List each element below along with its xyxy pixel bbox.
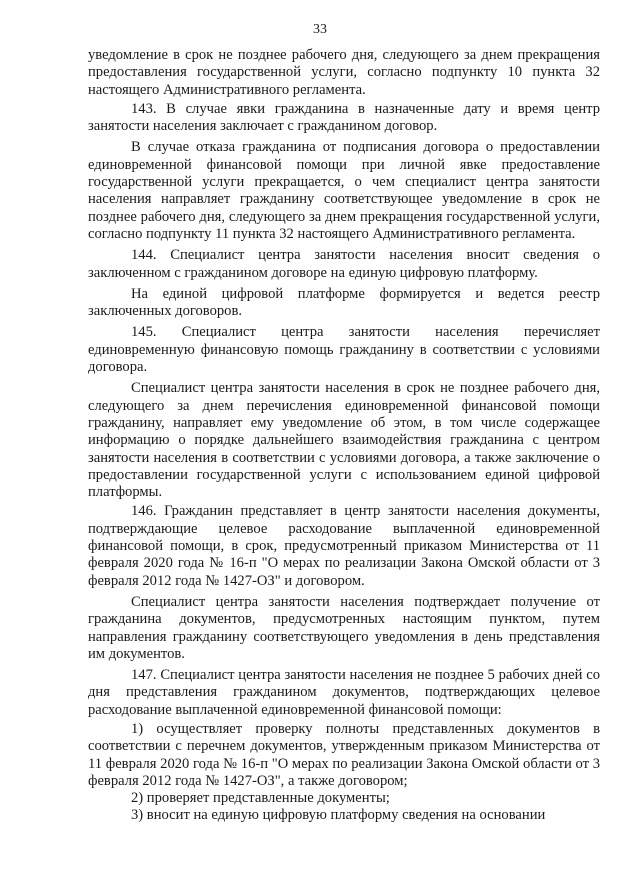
paragraph-143: 143. В случае явки гражданина в назначенные дату и время центр занятости населения заключает с гражданином договор.: [88, 100, 600, 135]
paragraph-146: 146. Гражданин представляет в центр занятости населения документы, подтверждающие целевое расходование выплаченной единовременной финансовой помощи, в срок, предусмотренный приказом Министерства от 11 февраля 2020 года № 16-п "О мерах по реализации Закона Омской области от 3 февраля 2012 года № 1427-ОЗ" и договором.: [88, 503, 600, 589]
paragraph-147-item-2: 2) проверяет представленные документы;: [131, 790, 390, 807]
paragraph-145: 145. Специалист центра занятости населения перечисляет единовременную финансовую помощь гражданину в соответствии с условиями договора.: [88, 324, 600, 376]
paragraph-145-notification: Специалист центра занятости населения в срок не позднее рабочего дня, следующего за днем перечисления единовременной финансовой помощи гражданину, направляет ему уведомление об этом, в том числе содержащее информацию о порядке дальнейшего взаимодействия гражданина с центром занятости населения в соответствии с условиями договора, а также заключение о предоставлении государственной услуги с использованием единой цифровой платформы.: [88, 380, 600, 501]
paragraph-144-registry: На единой цифровой платформе формируется и ведется реестр заключенных договоров.: [88, 285, 600, 320]
page-number: 33: [313, 22, 327, 37]
paragraph-143-refusal: В случае отказа гражданина от подписания договора о предоставлении единовременной финансовой помощи при личной явке предоставление государственной услуги прекращается, о чем специалист центра занятости населения направляет гражданину соответствующее уведомление в срок не позднее рабочего дня, следующего за днем прекращения государственной услуги, согласно подпункту 11 пункта 32 настоящего Административного регламента.: [88, 139, 600, 242]
paragraph-continuation: уведомление в срок не позднее рабочего дня, следующего за днем прекращения предоставления государственной услуги, согласно подпункту 10 пункта 32 настоящего Административного регламента.: [88, 47, 600, 98]
paragraph-147-item-3: 3) вносит на единую цифровую платформу сведения на основании: [131, 807, 546, 824]
document-body: [88, 47, 600, 825]
paragraph-147-item-1: 1) осуществляет проверку полноты представленных документов в соответствии с перечнем документов, утвержденным приказом Министерства от 11 февраля 2020 года № 16-п "О мерах по реализации Закона Омской области от 3 февраля 2012 года № 1427-ОЗ", а также договором;: [88, 720, 600, 789]
paragraph-144: 144. Специалист центра занятости населения вносит сведения о заключенном с гражданином договоре на единую цифровую платформу.: [88, 247, 600, 281]
paragraph-146-confirmation: Специалист центра занятости населения подтверждает получение от гражданина документов, предусмотренных настоящим пунктом, путем направления гражданину соответствующего уведомления в день представления им документов.: [88, 593, 600, 662]
paragraph-147: 147. Специалист центра занятости населения не позднее 5 рабочих дней со дня представления гражданином документов, подтверждающих целевое расходование выплаченной единовременной финансовой помощи:: [88, 667, 600, 718]
